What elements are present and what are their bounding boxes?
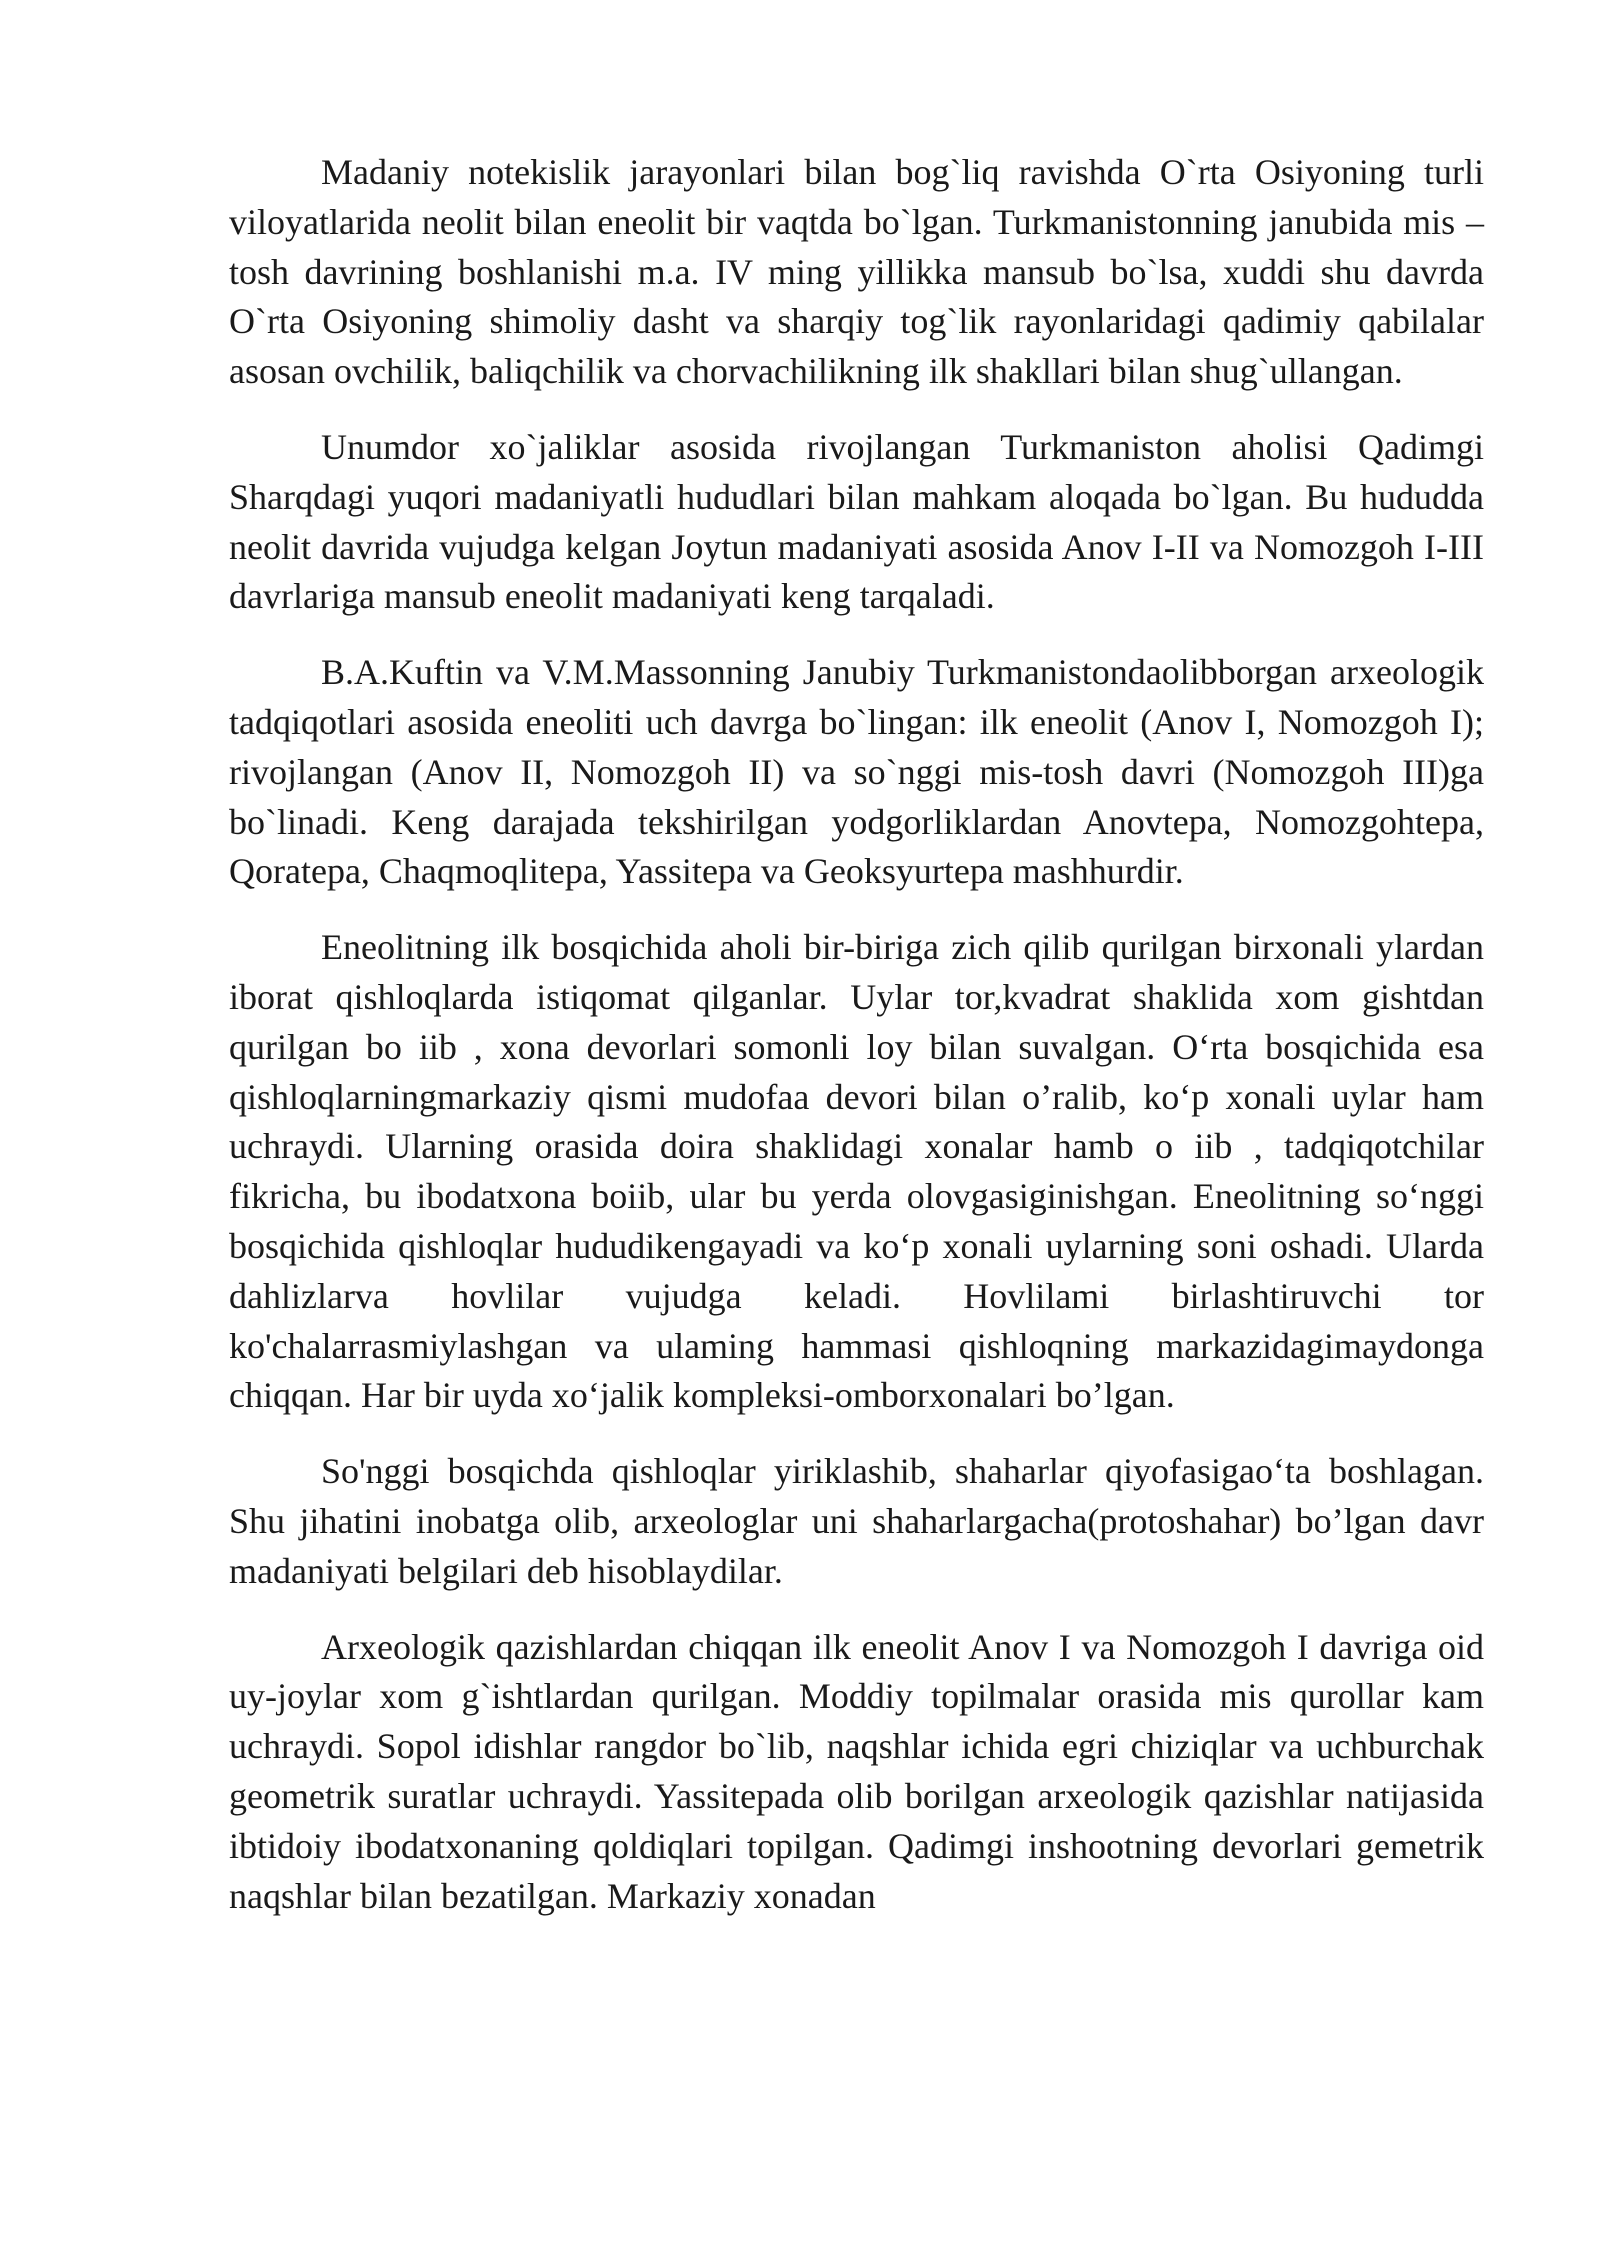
document-body bbox=[229, 148, 1484, 1947]
paragraph-2: Unumdor xo`jaliklar asosida rivojlangan Turkmaniston aholisi Qadimgi Sharqdagi yuqori madaniyatli hududlari bilan mahkam aloqada bo`lgan. Bu hududda neolit davrida vujudga kelgan Joytun madaniyati asosida Anov I-II va Nomozgoh I-III davrlariga mansub eneolit madaniyati keng tarqaladi. bbox=[229, 426, 1484, 617]
paragraph-5: So'nggi bosqichda qishloqlar yiriklashib, shaharlar qiyofasigao‘ta boshlagan. Shu jihatini inobatga olib, arxeologlar uni shaharlargacha(protoshahar) bo’lgan davr madaniyati belgilari deb hisoblaydilar. bbox=[229, 1451, 1484, 1591]
paragraph-6: Arxeologik qazishlardan chiqqan ilk eneolit Anov I va Nomozgoh I davriga oid uy-joylar xom g`ishtlardan qurilgan. Moddiy topilmalar orasida mis qurollar kam uchraydi. Sopol idishlar rangdor bo`lib, naqshlar ichida egri chiziqlar va uchburchak geometrik suratlar uchraydi. Yassitepada olib borilgan arxeologik qazishlar natijasida ibtidoiy ibodatxonaning qoldiqlari topilgan. Qadimgi inshootning devorlari gemetrik naqshlar bilan bezatilgan. Markaziy xonadan bbox=[229, 1626, 1484, 1916]
paragraph-1: Madaniy notekislik jarayonlari bilan bog`liq ravishda O`rta Osiyoning turli viloyatlarida neolit bilan eneolit bir vaqtda bo`lgan. Turkmanistonning janubida mis – tosh davrining boshlanishi m.a. IV ming yillikka mansub bo`lsa, xuddi shu davrda O`rta Osiyoning shimoliy dasht va sharqiy tog`lik rayonlaridagi qadimiy qabilalar asosan ovchilik, baliqchilik va chorvachilikning ilk shakllari bilan shug`ullangan. bbox=[229, 152, 1484, 392]
paragraph-4: Eneolitning ilk bosqichida aholi bir-biriga zich qilib qurilgan birxonali ylardan iborat qishloqlarda istiqomat qilganlar. Uylar tor,kvadrat shaklida xom gishtdan qurilgan bo iib , xona devorlari somonli loy bilan suvalgan. O‘rta bosqichida esa qishloqlarningmarkaziy qismi mudofaa devori bilan o’ralib, ko‘p xonali uylar ham uchraydi. Ularning orasida doira shaklidagi xonalar hamb o iib , tadqiqotchilar fikricha, bu ibodatxona boiib, ular bu yerda olovgasiginishgan. Eneolitning so‘nggi bosqichida qishloqlar hududikengayadi va ko‘p xonali uylarning soni oshadi. Ularda dahlizlarva hovlilar vujudga keladi. Hovlilami birlashtiruvchi tor ko'chalarrasmiylashgan va ulaming hammasi qishloqning markazidagimaydonga chiqqan. Har bir uyda xo‘jalik kompleksi-omborxonalari bo’lgan. bbox=[229, 927, 1484, 1416]
paragraph-3: B.A.Kuftin va V.M.Massonning Janubiy Turkmanistondaolibborgan arxeologik tadqiqotlari asosida eneoliti uch davrga bo`lingan: ilk eneolit (Anov I, Nomozgoh I); rivojlangan (Anov II, Nomozgoh II) va so`nggi mis-tosh davri (Nomozgoh III)ga bo`linadi. Keng darajada tekshirilgan yodgorliklardan Anovtepa, Nomozgohtepa, Qoratepa, Chaqmoqlitepa, Yassitepa va Geoksyurtepa mashhurdir. bbox=[229, 652, 1484, 892]
